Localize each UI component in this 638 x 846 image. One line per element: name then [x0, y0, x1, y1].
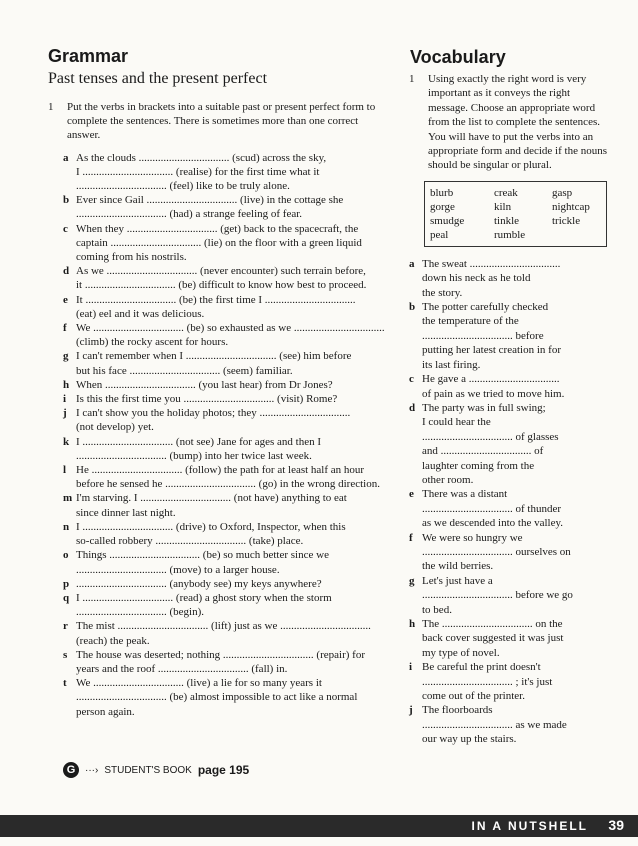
item-line: ................................. before we go [422, 589, 573, 602]
item-label: c [63, 222, 68, 235]
item-label: c [409, 373, 414, 386]
item-line: The potter carefully checked [422, 301, 549, 314]
item-line: the wild berries. [422, 560, 494, 573]
vocabulary-exercise [409, 72, 609, 747]
page-number: 39 [608, 817, 624, 833]
item-line: I ................................. (not see) Jane for ages and then I [76, 435, 321, 448]
item-line: ................................. (bump) into her twice last week. [76, 449, 312, 462]
item-label: j [409, 704, 413, 717]
exercise-item-c [409, 372, 609, 401]
item-line: its last firing. [422, 358, 481, 371]
item-label: i [409, 661, 413, 674]
exercise-item-k [63, 435, 388, 463]
exercise-item-p [63, 577, 388, 591]
item-line: my type of novel. [422, 646, 500, 659]
item-line: When ................................. (you last hear) from Dr Jones? [76, 378, 333, 391]
item-line: the story. [422, 286, 463, 299]
item-label: m [63, 492, 73, 505]
item-text [76, 378, 333, 392]
item-text [76, 293, 356, 321]
item-text [76, 349, 351, 377]
instruction-text: Using exactly the right word is very important as it conveys the right message. Choose an appropriate word from the list to complete the sentences. You will have to put the verbs into an appropriate form and decide if the nouns should be singular or plural. [428, 73, 607, 172]
item-label: a [63, 151, 69, 164]
word-option: gasp [552, 186, 573, 199]
word-option: rumble [494, 228, 526, 241]
exercise-item-t [63, 676, 388, 719]
grammar-items [48, 151, 388, 719]
item-text [76, 392, 337, 406]
item-line: the temperature of the [422, 315, 519, 328]
item-line: Things ................................. (be) so much better since we [76, 549, 329, 562]
vocabulary-title: Vocabulary [410, 47, 506, 67]
page-footer-bar [0, 815, 638, 837]
item-line: When they ................................. (get) back to the spacecraft, the [76, 222, 359, 235]
item-line: ................................. of glasses [422, 430, 559, 443]
item-line: Ever since Gail ................................. (live) in the cottage she [76, 194, 344, 207]
item-text [422, 401, 559, 487]
exercise-item-j [409, 703, 609, 746]
item-line: I'm starving. I ................................. (not have) anything to eat [76, 492, 347, 505]
item-text [422, 487, 563, 530]
item-line: The mist ................................. (lift) just as we ................................. [76, 620, 371, 633]
exercise-item-c [63, 222, 388, 265]
item-text [76, 520, 346, 548]
exercise-item-b [63, 193, 388, 221]
reference-page: page 195 [197, 763, 250, 777]
item-text [76, 321, 385, 349]
item-line: ................................. (had) a strange feeling of fear. [76, 208, 303, 221]
exercise-item-g [63, 349, 388, 377]
item-label: f [63, 322, 67, 335]
item-label: o [63, 549, 69, 562]
grammar-subtitle: Past tenses and the present perfect [48, 70, 268, 87]
item-line: We ................................. (live) a lie for so many years it [76, 677, 322, 690]
item-line: (not develop) yet. [76, 421, 154, 434]
item-label: g [63, 350, 69, 363]
grammar-instruction [48, 100, 388, 143]
item-line: I could hear the [422, 416, 491, 429]
reference-text: STUDENT'S BOOK [104, 764, 192, 776]
item-line: The party was in full swing; [422, 401, 546, 414]
item-label: l [63, 464, 67, 477]
item-line: to bed. [422, 603, 452, 616]
instruction-number: 1 [409, 73, 415, 85]
item-line: as we descended into the valley. [422, 517, 564, 530]
item-line: As the clouds ................................. (scud) across the sky, [76, 151, 327, 164]
arrow-icon: ···› [85, 764, 99, 776]
item-line: The ................................. on the [422, 618, 563, 630]
item-line: As we ................................. (never encounter) such terrain before, [76, 265, 366, 278]
item-text [76, 264, 366, 292]
exercise-item-f [409, 531, 609, 574]
item-label: s [63, 648, 68, 661]
word-option: blurb [430, 186, 454, 199]
item-text [422, 372, 564, 401]
item-line: but his face ................................. (seem) familiar. [76, 364, 293, 377]
item-text [76, 435, 321, 463]
word-option [552, 228, 602, 242]
exercise-item-d [409, 401, 609, 487]
exercise-item-d [63, 264, 388, 292]
item-line: We ................................. (be) so exhausted as we ................................. [76, 322, 385, 335]
item-text [76, 591, 332, 619]
item-line: (eat) eel and it was delicious. [76, 307, 205, 320]
word-option: peal [430, 228, 449, 241]
item-line: laughter coming from the [422, 459, 535, 472]
grammar-title: Grammar [48, 46, 129, 66]
exercise-item-q [63, 591, 388, 619]
exercise-item-i [409, 660, 609, 703]
item-label: g [409, 574, 415, 587]
item-line: There was a distant [422, 488, 508, 501]
item-line: He ................................. (follow) the path for at least half an hour [76, 464, 365, 477]
item-label: r [63, 620, 68, 633]
item-text [76, 676, 357, 719]
item-label: d [63, 265, 70, 278]
instruction-number: 1 [48, 101, 54, 113]
item-text [422, 257, 560, 300]
vocabulary-items [409, 257, 609, 747]
item-line: (climb) the rocky ascent for hours. [76, 336, 229, 349]
item-label: e [409, 488, 414, 501]
item-text [76, 222, 362, 265]
word-option: tinkle [494, 214, 520, 227]
exercise-item-g [409, 574, 609, 617]
item-line: years and the roof ................................. (fall) in. [76, 662, 288, 675]
item-line: and ................................. of [422, 445, 544, 458]
item-text [76, 577, 322, 591]
item-line: ................................. (anybody see) my keys anywhere? [76, 577, 322, 590]
item-label: h [409, 618, 416, 630]
item-text [76, 648, 365, 676]
item-line: ................................. (begin). [76, 606, 205, 619]
item-line: ................................. ; it's just [422, 675, 553, 688]
item-line: captain ................................. (lie) on the floor with a green liquid [76, 236, 362, 249]
item-line: I ................................. (read) a ghost story when the storm [76, 591, 332, 604]
item-label: e [63, 293, 68, 306]
word-option: creak [494, 186, 518, 199]
item-label: n [63, 520, 70, 533]
exercise-item-s [63, 648, 388, 676]
grammar-reference-icon: G [63, 762, 79, 778]
item-text [76, 463, 380, 491]
exercise-item-a [409, 257, 609, 300]
item-text [76, 406, 350, 434]
exercise-item-e [409, 487, 609, 530]
word-option: kiln [494, 200, 512, 213]
item-line: ................................. (move) to a larger house. [76, 563, 280, 576]
item-line: ................................. (feel) like to be truly alone. [76, 180, 290, 193]
item-line: He gave a ................................. [422, 373, 560, 386]
item-line: The sweat ................................. [422, 257, 561, 270]
item-text [422, 703, 567, 746]
word-list-box [424, 181, 607, 247]
item-line: before he sensed he ................................. (go) in the wrong direction. [76, 478, 380, 491]
instruction-text: Put the verbs in brackets into a suitable past or present perfect form to complete the sentences. There is sometimes more than one correct answer. [67, 101, 376, 142]
item-text [422, 617, 563, 660]
exercise-item-e [63, 293, 388, 321]
item-line: person again. [76, 705, 135, 718]
item-text [422, 300, 561, 372]
item-line: It ................................. (be) the first time I ................................. [76, 293, 356, 306]
item-line: our way up the stairs. [422, 733, 517, 746]
item-line: ................................. (be) almost impossible to act like a normal [76, 691, 358, 704]
section-name: IN A NUTSHELL [471, 819, 588, 833]
item-text [76, 491, 347, 519]
item-label: k [63, 435, 70, 448]
item-line: I can't remember when I ................................. (see) him before [76, 350, 352, 363]
item-line: come out of the printer. [422, 690, 525, 703]
item-label: i [63, 393, 67, 406]
item-line: it ................................. (be) difficult to know how best to proceed. [76, 279, 367, 292]
item-line: Is this the first time you ................................. (visit) Rome? [76, 393, 338, 406]
item-line: ................................. ourselves on [422, 545, 571, 558]
item-line: The floorboards [422, 704, 493, 717]
item-text [76, 151, 326, 194]
vocabulary-instruction [409, 72, 609, 173]
item-line: other room. [422, 473, 474, 486]
item-label: b [409, 301, 416, 314]
exercise-item-b [409, 300, 609, 372]
word-option: trickle [552, 214, 581, 227]
item-text [76, 193, 343, 221]
exercise-item-a [63, 151, 388, 194]
grammar-exercise [48, 100, 388, 719]
word-option: smudge [430, 214, 465, 227]
item-line: ................................. of thunder [422, 502, 562, 515]
item-label: a [409, 257, 415, 270]
exercise-item-n [63, 520, 388, 548]
exercise-item-i [63, 392, 388, 406]
item-line: Let's just have a [422, 574, 493, 587]
item-line: ................................. as we made [422, 718, 567, 731]
item-text [76, 619, 371, 647]
item-text [422, 531, 571, 574]
exercise-item-j [63, 406, 388, 434]
exercise-item-h [63, 378, 388, 392]
item-label: h [63, 378, 70, 391]
item-label: b [63, 194, 70, 207]
item-label: j [63, 407, 67, 420]
item-line: (reach) the peak. [76, 634, 150, 647]
item-label: f [409, 531, 413, 544]
item-text [76, 548, 329, 576]
item-line: ................................. before [422, 329, 544, 342]
students-book-reference[interactable] [63, 762, 249, 778]
exercise-item-o [63, 548, 388, 576]
word-option: gorge [430, 200, 455, 213]
item-line: I ................................. (realise) for the first time what it [76, 165, 320, 178]
item-line: The house was deserted; nothing ................................. (repair) for [76, 648, 365, 661]
item-line: putting her latest creation in for [422, 344, 561, 357]
item-line: coming from his nostrils. [76, 251, 187, 264]
word-option: nightcap [552, 200, 590, 213]
item-line: Be careful the print doesn't [422, 661, 541, 674]
exercise-item-h [409, 617, 609, 660]
exercise-item-l [63, 463, 388, 491]
item-line: so-called robbery ................................. (take) place. [76, 535, 304, 548]
item-text [422, 660, 552, 703]
item-text [422, 574, 573, 617]
item-line: I can't show you the holiday photos; they ................................. [76, 407, 351, 420]
item-line: of pain as we tried to move him. [422, 387, 565, 400]
item-line: down his neck as he told [422, 272, 531, 285]
exercise-item-m [63, 491, 388, 519]
item-line: I ................................. (drive) to Oxford, Inspector, when this [76, 520, 346, 533]
item-label: p [63, 577, 70, 590]
item-line: since dinner last night. [76, 506, 176, 519]
item-line: We were so hungry we [422, 531, 523, 544]
exercise-item-r [63, 619, 388, 647]
item-label: d [409, 401, 416, 414]
exercise-item-f [63, 321, 388, 349]
item-label: t [63, 677, 67, 690]
item-label: q [63, 591, 70, 604]
item-line: back cover suggested it was just [422, 632, 564, 645]
